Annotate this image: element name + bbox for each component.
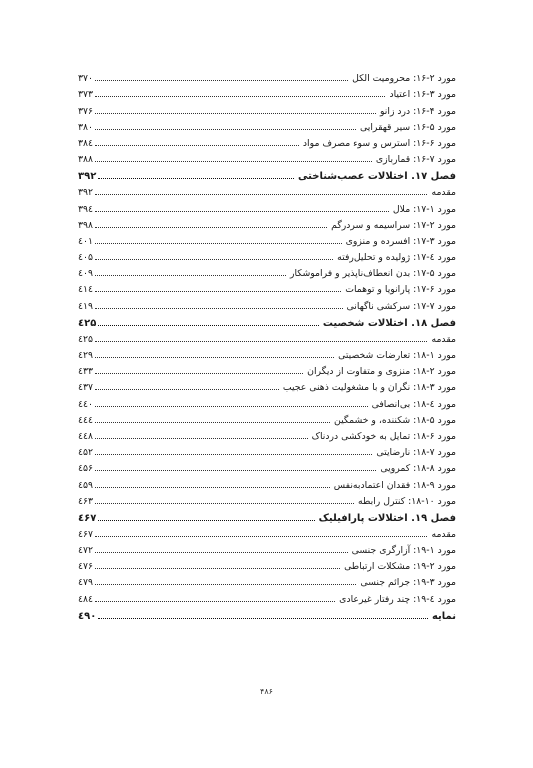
toc-entry-row[interactable]	[78, 491, 456, 507]
toc-page-number: ۳۹٤	[78, 203, 93, 215]
toc-entry-row[interactable]	[78, 68, 456, 84]
dot-leader	[95, 406, 368, 407]
dot-leader	[95, 438, 308, 439]
toc-page-number: ۳۷۰	[78, 73, 93, 85]
toc-entry-row[interactable]	[78, 247, 456, 263]
toc-page-number: ۳۹۸	[78, 219, 93, 231]
dot-leader	[95, 422, 330, 423]
toc-entry-row[interactable]	[78, 393, 456, 409]
toc-page-number: ۳۹۲	[78, 187, 93, 199]
toc-entry-row[interactable]	[78, 556, 456, 572]
dot-leader	[98, 325, 319, 326]
dot-leader	[95, 275, 286, 276]
toc-page-number: ۳۷۶	[78, 105, 93, 117]
toc-page-number: ۳۸۰	[78, 121, 93, 133]
toc-entry-title: مورد ۱-۱۹: آزارگری جنسی	[351, 545, 456, 557]
toc-page-number: ۳۷۳	[78, 89, 93, 101]
toc-entry-row[interactable]	[78, 84, 456, 100]
dot-leader	[95, 129, 356, 130]
toc-entry-row[interactable]	[78, 133, 456, 149]
toc-chapter-row[interactable]	[78, 165, 456, 182]
toc-chapter-title: فصل ۱۹. اختلالات پارافیلیک	[318, 512, 456, 524]
toc-entry-title: مورد ۵-۱۶: سیر قهقرایی	[360, 121, 456, 133]
dot-leader	[95, 552, 348, 553]
toc-page-number: ٤٤۸	[78, 430, 93, 442]
toc-entry-row[interactable]	[78, 149, 456, 165]
table-of-contents	[78, 68, 456, 622]
dot-leader	[95, 227, 327, 228]
toc-page-number: ٤۶۷	[78, 512, 97, 524]
toc-entry-row[interactable]	[78, 295, 456, 311]
toc-entry-row[interactable]	[78, 361, 456, 377]
toc-chapter-title: نمایه	[431, 610, 456, 622]
toc-chapter-title: فصل ۱۸. اختلالات شخصیت	[322, 317, 456, 329]
toc-page-number: ٤۵۲	[78, 447, 93, 459]
toc-entry-title: مورد ۲-۱۹: مشکلات ارتباطی	[344, 561, 456, 573]
toc-chapter-row[interactable]	[78, 312, 456, 329]
toc-entry-title: مورد ٤-۱۸: بی‌انصافی	[371, 398, 456, 410]
toc-entry-row[interactable]	[78, 426, 456, 442]
toc-page-number: ٤٤۰	[78, 398, 93, 410]
toc-page-number: ٤٤٤	[78, 414, 93, 426]
toc-entry-row[interactable]	[78, 231, 456, 247]
toc-page-number: ٤۹۰	[78, 610, 97, 622]
toc-entry-title: مورد ۷-۱۶: قماربازی	[375, 154, 456, 166]
toc-entry-row[interactable]	[78, 474, 456, 490]
toc-entry-row[interactable]	[78, 100, 456, 116]
toc-entry-title: مورد ۹-۱۸: فقدان اعتمادبه‌نفس	[333, 479, 456, 491]
toc-entry-row[interactable]	[78, 410, 456, 426]
toc-entry-title: مورد ۷-۱۸: نارضایتی	[376, 447, 456, 459]
toc-entry-row[interactable]	[78, 198, 456, 214]
toc-entry-row[interactable]	[78, 117, 456, 133]
dot-leader	[95, 113, 376, 114]
toc-entry-title: مورد ٤-۱۹: چند رفتار غیرعادی	[339, 593, 456, 605]
toc-page-number: ٤۲۵	[78, 333, 93, 345]
toc-entry-title: مقدمه	[431, 528, 456, 540]
toc-page-number: ٤۸٤	[78, 593, 93, 605]
toc-entry-title: مقدمه	[431, 333, 456, 345]
dot-leader	[95, 584, 356, 585]
toc-entry-row[interactable]	[78, 215, 456, 231]
toc-entry-title: مورد ۱-۱۷: ملال	[392, 203, 456, 215]
dot-leader	[95, 259, 333, 260]
dot-leader	[95, 454, 372, 455]
toc-entry-title: مورد ۳-۱۷: افسرده و منزوی	[345, 235, 456, 247]
toc-entry-row[interactable]	[78, 329, 456, 345]
toc-entry-row[interactable]	[78, 458, 456, 474]
toc-page-number: ٤۰۱	[78, 235, 93, 247]
toc-entry-title: مورد ۲-۱۷: سراسیمه و سردرگم	[331, 219, 456, 231]
toc-entry-row[interactable]	[78, 524, 456, 540]
toc-entry-title: مورد ۸-۱۸: کمرویی	[380, 463, 456, 475]
toc-entry-title: مورد ۲-۱۸: منزوی و متفاوت از دیگران	[307, 366, 456, 378]
toc-entry-title: مورد ۵-۱۸: شکننده، و خشمگین	[334, 414, 456, 426]
toc-chapter-title: فصل ۱۷. اختلالات عصب‌شناختی	[298, 171, 456, 183]
dot-leader	[95, 96, 385, 97]
dot-leader	[95, 487, 330, 488]
toc-entry-title: مورد ۴-۱۶: درد زانو	[379, 105, 456, 117]
dot-leader	[95, 357, 334, 358]
page-number: ۴۸۶	[260, 687, 273, 696]
toc-entry-row[interactable]	[78, 588, 456, 604]
toc-page-number: ٤۶۷	[78, 528, 93, 540]
toc-entry-title: مورد ۳-۱۶: اعتیاد	[389, 89, 456, 101]
toc-page-number: ٤۵۶	[78, 463, 93, 475]
dot-leader	[95, 470, 376, 471]
dot-leader	[98, 520, 314, 521]
toc-entry-row[interactable]	[78, 442, 456, 458]
dot-leader	[95, 568, 340, 569]
toc-entry-title: مورد ۶-۱۷: پارانویا و توهمات	[345, 284, 456, 296]
toc-entry-title: مقدمه	[431, 187, 456, 199]
dot-leader	[95, 503, 354, 504]
toc-page-number: ٤۷۹	[78, 577, 93, 589]
dot-leader	[95, 145, 299, 146]
toc-page-number: ٤۵۹	[78, 479, 93, 491]
toc-entry-title: مورد ۲-۱۶: محرومیت الکل	[352, 73, 456, 85]
toc-page-number: ٤۰۹	[78, 268, 93, 280]
dot-leader	[95, 341, 427, 342]
toc-page-number: ٤۲۹	[78, 350, 93, 361]
toc-page-number: ٤۲۵	[78, 317, 97, 329]
dot-leader	[95, 308, 343, 309]
toc-page-number: ٤۳۳	[78, 366, 93, 378]
toc-entry-title: مورد ۳-۱۹: جرائم جنسی	[360, 577, 456, 589]
toc-entry-title: مورد ۳-۱۸: نگران و با مشغولیت ذهنی عجیب	[282, 382, 456, 394]
dot-leader	[98, 178, 294, 179]
dot-leader	[95, 373, 303, 374]
toc-chapter-row[interactable]	[78, 507, 456, 524]
toc-entry-row[interactable]	[78, 263, 456, 279]
toc-entry-title: مورد ۱-۱۸: تعارضات شخصیتی	[338, 350, 456, 361]
toc-entry-title: مورد ۶-۱۸: تمایل به خودکشی دردناک	[311, 430, 456, 442]
toc-page-number: ٤۰۵	[78, 252, 93, 264]
toc-page-number: ۳۸٤	[78, 137, 93, 149]
dot-leader	[95, 80, 348, 81]
toc-entry-title: مورد ٤-۱۷: ژولیده و تحلیل‌رفته	[337, 252, 456, 264]
toc-page-number: ٤۳۷	[78, 382, 93, 394]
dot-leader	[98, 618, 428, 619]
dot-leader	[95, 291, 341, 292]
toc-page-number: ٤۷۲	[78, 545, 93, 557]
toc-entry-row[interactable]	[78, 540, 456, 556]
toc-entry-row[interactable]	[78, 377, 456, 393]
toc-entry-row[interactable]	[78, 345, 456, 361]
toc-entry-row[interactable]	[78, 572, 456, 588]
toc-page-number: ٤۶۳	[78, 495, 93, 507]
toc-entry-title: مورد ۷-۱۷: سرکشی ناگهانی	[346, 300, 456, 312]
dot-leader	[95, 601, 335, 602]
toc-page-number: ۳۹۲	[78, 171, 97, 183]
dot-leader	[95, 211, 389, 212]
toc-entry-title: مورد ۶-۱۶: استرس و سوء مصرف مواد	[302, 137, 456, 149]
toc-chapter-row[interactable]	[78, 605, 456, 622]
toc-page-number: ٤۷۶	[78, 561, 93, 573]
toc-entry-title: مورد ۱۰-۱۸: کنترل رابطه	[358, 495, 456, 507]
toc-page-number: ٤۱٤	[78, 284, 93, 296]
dot-leader	[95, 161, 372, 162]
dot-leader	[95, 194, 427, 195]
toc-entry-title: مورد ۵-۱۷: بدن انعطاف‌ناپذیر و فراموشکار	[289, 268, 456, 280]
dot-leader	[95, 243, 342, 244]
dot-leader	[95, 389, 279, 390]
dot-leader	[95, 536, 427, 537]
toc-page-number: ٤۱۹	[78, 300, 93, 312]
toc-page-number: ۳۸۸	[78, 154, 93, 166]
toc-entry-row[interactable]	[78, 279, 456, 295]
toc-entry-row[interactable]	[78, 182, 456, 198]
